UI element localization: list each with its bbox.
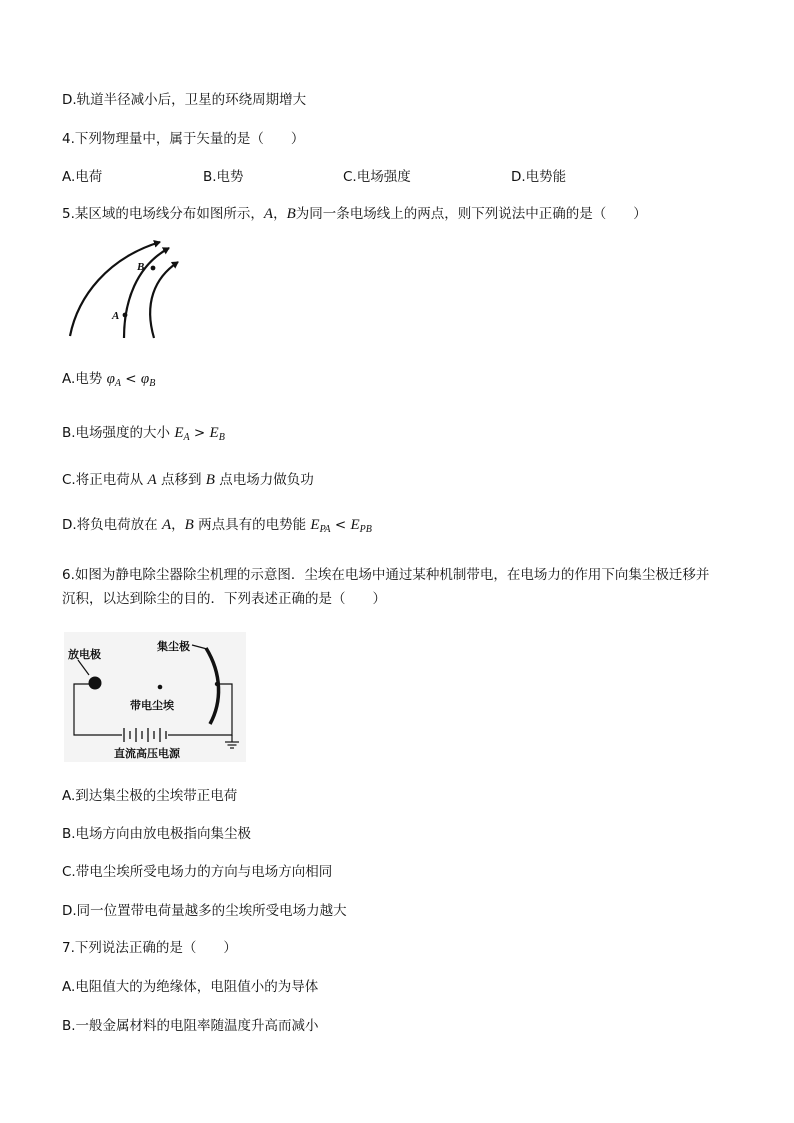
point-a-dot bbox=[123, 313, 128, 318]
electrostatic-precipitator-figure bbox=[64, 632, 246, 762]
q6-stem-line2: 沉积，以达到除尘的目的．下列表述正确的是（ ） bbox=[62, 591, 386, 607]
q4-stem: 4.下列物理量中，属于矢量的是（ ） bbox=[62, 131, 305, 147]
q4-option-d: D.电势能 bbox=[511, 169, 567, 185]
q4-option-a: A.电荷 bbox=[62, 169, 103, 185]
q7-option-b: B.一般金属材料的电阻率随温度升高而减小 bbox=[62, 1018, 319, 1034]
q5-stem: 5.某区域的电场线分布如图所示，A，B为同一条电场线上的两点，则下列说法中正确的是（ ） bbox=[62, 206, 647, 222]
q5-option-c: C.将正电荷从 A 点移到 B 点电场力做负功 bbox=[62, 472, 314, 488]
point-b-dot bbox=[151, 266, 156, 271]
q7-stem: 7.下列说法正确的是（ ） bbox=[62, 940, 237, 956]
q7-option-a: A.电阻值大的为绝缘体，电阻值小的为导体 bbox=[62, 979, 319, 995]
discharge-electrode-dot bbox=[89, 677, 102, 690]
q3-option-d: D.轨道半径减小后，卫星的环绕周期增大 bbox=[62, 92, 307, 108]
q6-option-d: D.同一位置带电荷量越多的尘埃所受电场力越大 bbox=[62, 903, 347, 919]
power-source-label: 直流高压电源 bbox=[114, 747, 180, 760]
discharge-electrode-label: 放电极 bbox=[68, 648, 101, 661]
q5-option-a: A.电势 $\varphi_A < \varphi_B$ bbox=[62, 371, 156, 389]
field-line-right bbox=[150, 262, 178, 338]
point-b-label: B bbox=[137, 261, 145, 273]
q6-option-c: C.带电尘埃所受电场力的方向与电场方向相同 bbox=[62, 864, 333, 880]
collector-electrode-label: 集尘极 bbox=[157, 640, 190, 653]
field-line-middle bbox=[124, 248, 169, 338]
q5-option-d: D.将负电荷放在 A，B 两点具有的电势能 $E_{PA} < E_{PB}$ bbox=[62, 517, 372, 535]
charged-dust-label: 带电尘埃 bbox=[130, 699, 174, 712]
q6-stem-line1: 6.如图为静电除尘器除尘机理的示意图．尘埃在电场中通过某种机制带电，在电场力的作用下向集尘极迁移并 bbox=[62, 567, 710, 583]
q4-option-c: C.电场强度 bbox=[343, 169, 411, 185]
q6-option-b: B.电场方向由放电极指向集尘极 bbox=[62, 826, 252, 842]
electric-field-lines-figure bbox=[64, 236, 194, 342]
q4-option-b: B.电势 bbox=[203, 169, 244, 185]
q6-option-a: A.到达集尘极的尘埃带正电荷 bbox=[62, 788, 238, 804]
point-a-label: A bbox=[112, 310, 120, 322]
dust-particle-dot bbox=[158, 685, 163, 690]
q5-option-b: B.电场强度的大小 $E_A > E_B$ bbox=[62, 425, 225, 443]
